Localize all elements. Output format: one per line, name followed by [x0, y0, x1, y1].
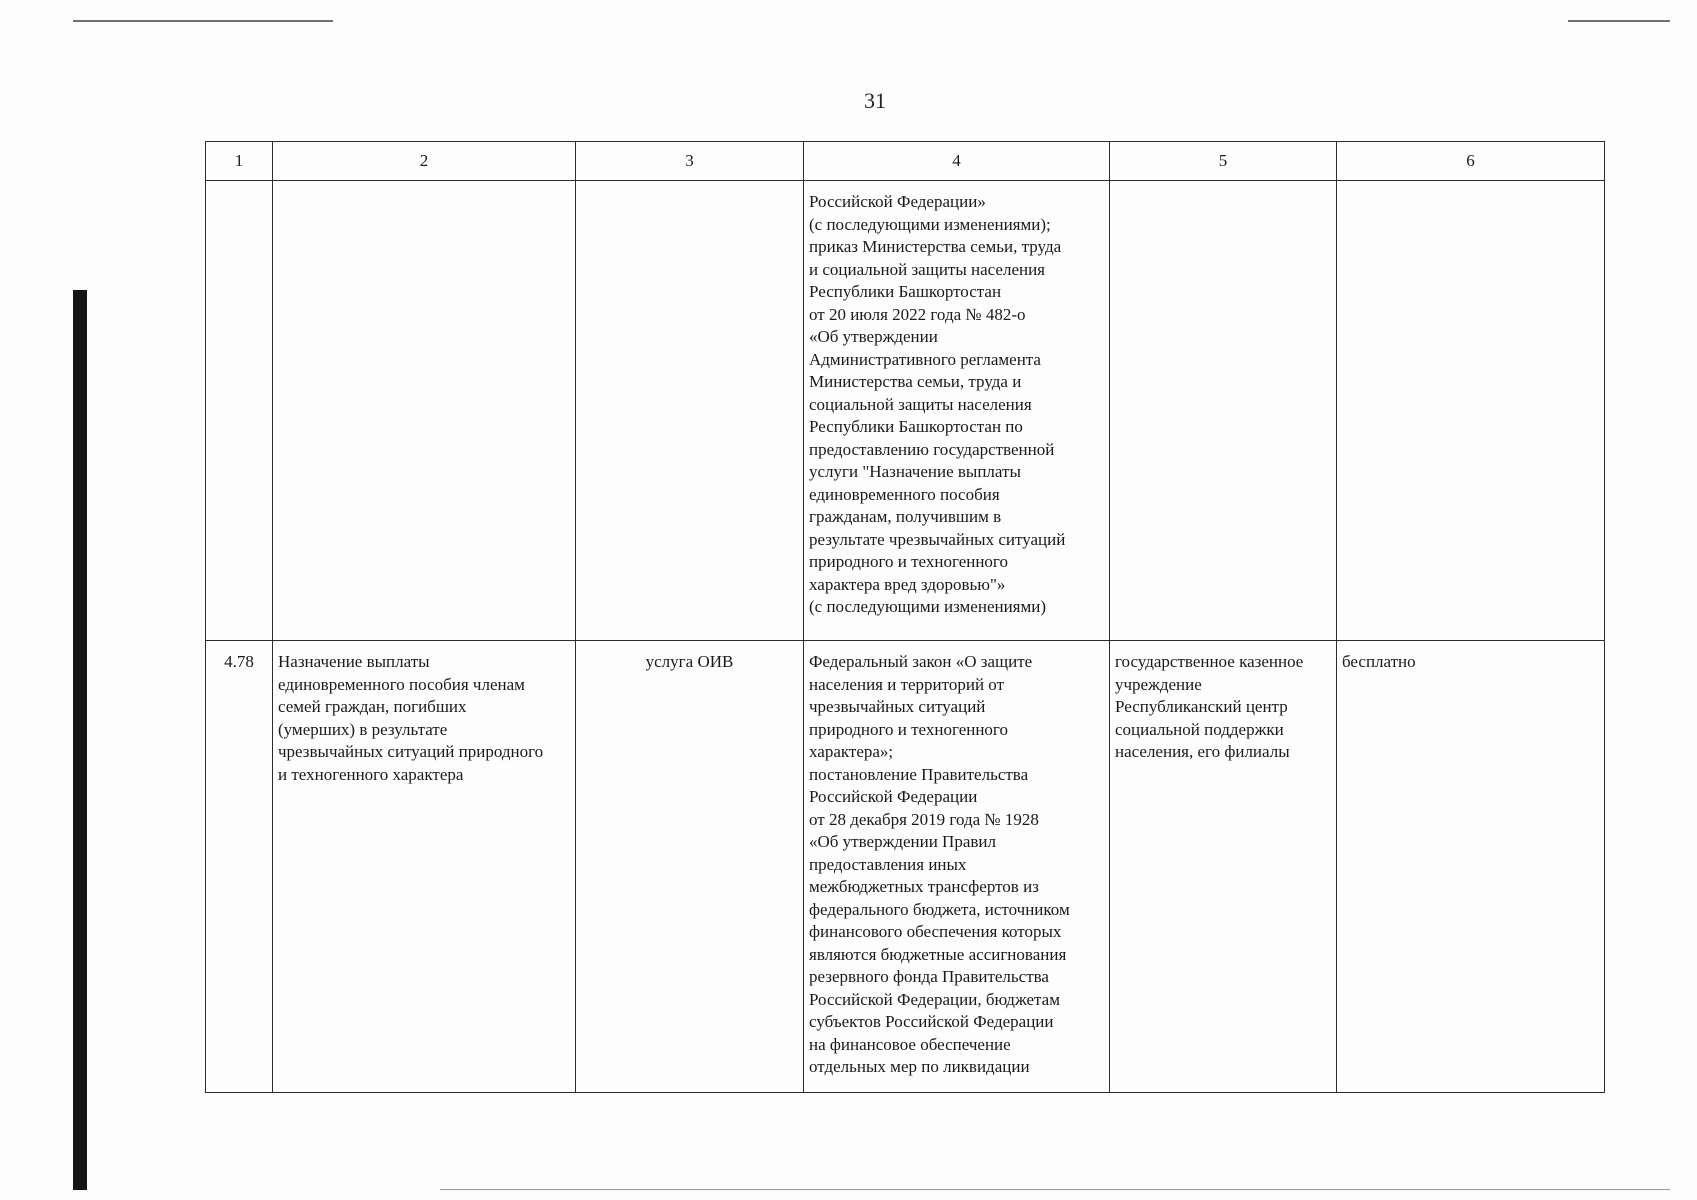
provider-cell: [1110, 181, 1337, 641]
table-row: [206, 181, 1605, 641]
cost-cell: бесплатно: [1337, 641, 1605, 1093]
service-type-cell: [576, 181, 804, 641]
column-number-4: 4: [804, 142, 1110, 181]
row-index-cell: 4.78: [206, 641, 273, 1093]
column-number-5: 5: [1110, 142, 1337, 181]
column-number-6: 6: [1337, 142, 1605, 181]
table-row: [206, 641, 1605, 1093]
top-right-rule: [1568, 20, 1670, 22]
bottom-rule: [440, 1189, 1670, 1190]
page-number: 31: [864, 88, 886, 113]
top-left-rule: [73, 20, 333, 22]
provider-cell: государственное казенное учреждение Республиканский центр социальной поддержки населения, его филиалы: [1110, 641, 1337, 1093]
legal-basis-cell: Федеральный закон «О защите населения и территорий от чрезвычайных ситуаций природного и техногенного характера»; постановление Правительства Российской Федерации от 28 декабря 2019 года № 1928 «Об утверждении Правил предоставления иных межбюджетных трансфертов из федерального бюджета, источником финансового обеспечения которых являются бюджетные ассигнования резервного фонда Правительства Российской Федерации, бюджетам субъектов Российской Федерации на финансовое обеспечение отдельных мер по ликвидации: [804, 641, 1110, 1093]
row-index-cell: [206, 181, 273, 641]
table-header-row: [206, 142, 1605, 181]
column-number-3: 3: [576, 142, 804, 181]
service-type-cell: услуга ОИВ: [576, 641, 804, 1093]
service-name-cell: [273, 181, 576, 641]
service-name-cell: Назначение выплаты единовременного пособия членам семей граждан, погибших (умерших) в результате чрезвычайных ситуаций природного и техногенного характера: [273, 641, 576, 1093]
cost-cell: [1337, 181, 1605, 641]
services-table: [205, 141, 1605, 1093]
legal-basis-cell: Российской Федерации» (с последующими изменениями); приказ Министерства семьи, труда и социальной защиты населения Республики Башкортостан от 20 июля 2022 года № 482-о «Об утверждении Административного регламента Министерства семьи, труда и социальной защиты населения Республики Башкортостан по предоставлению государственной услуги "Назначение выплаты единовременного пособия гражданам, получившим в результате чрезвычайных ситуаций природного и техногенного характера вред здоровью"» (с последующими изменениями): [804, 181, 1110, 641]
left-scan-edge: [73, 290, 87, 1190]
column-number-1: 1: [206, 142, 273, 181]
column-number-2: 2: [273, 142, 576, 181]
